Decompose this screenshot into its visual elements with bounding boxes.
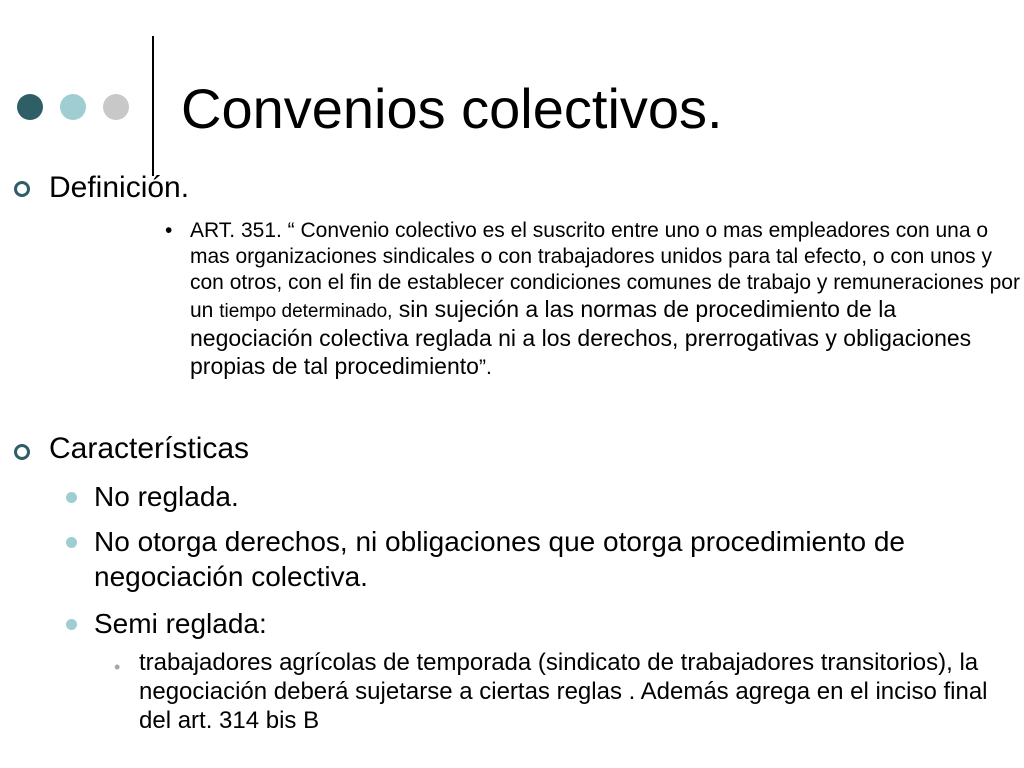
article-text-part1: ART. 351. “ Convenio colectivo es el suscrito entre uno o mas empleadores con una o mas organizaciones sindicales o con trabajadores unidos para tal efecto, o con unos y con otros, con el fin de establecer condiciones comunes de trabajo y remuneraciones por un — [190, 219, 1020, 322]
decor-dot-dark — [17, 94, 43, 120]
article-text-part4: ”. — [478, 356, 492, 379]
article-text — [190, 218, 1020, 381]
article-text-part2: tiempo determinado, — [219, 301, 393, 322]
section-heading-definicion: Definición. — [49, 171, 190, 204]
list-item: Semi reglada: — [94, 608, 267, 639]
list-item: No otorga derechos, ni obligaciones que otorga procedimiento de negociación colectiva. — [94, 526, 905, 592]
section-heading-caracteristicas: Características — [49, 432, 250, 465]
title-divider — [152, 36, 154, 176]
bullet-dot-icon — [66, 537, 77, 548]
list-item: No reglada. — [94, 481, 239, 512]
decor-dot-light — [60, 94, 86, 120]
sub-list-item: trabajadores agrícolas de temporada (sindicato de trabajadores transitorios), la negociación deberá sujetarse a ciertas reglas . Además agrega en el inciso final del art. 314 bis B — [139, 649, 988, 734]
bullet-dot-icon — [66, 492, 77, 503]
article-text-part3: sin sujeción a las normas de procedimiento de la negociación colectiva reglada ni a los derechos, prerrogativas y obligaciones propias de tal procedimiento — [190, 296, 972, 379]
ring-bullet-icon — [14, 444, 30, 460]
bullet-dot-icon — [66, 619, 77, 630]
ring-bullet-icon — [14, 181, 30, 197]
sub-bullet-icon: • — [114, 657, 121, 677]
bullet-icon: • — [165, 219, 173, 242]
slide-title: Convenios colectivos. — [181, 77, 723, 140]
decor-dot-gray — [103, 94, 129, 120]
